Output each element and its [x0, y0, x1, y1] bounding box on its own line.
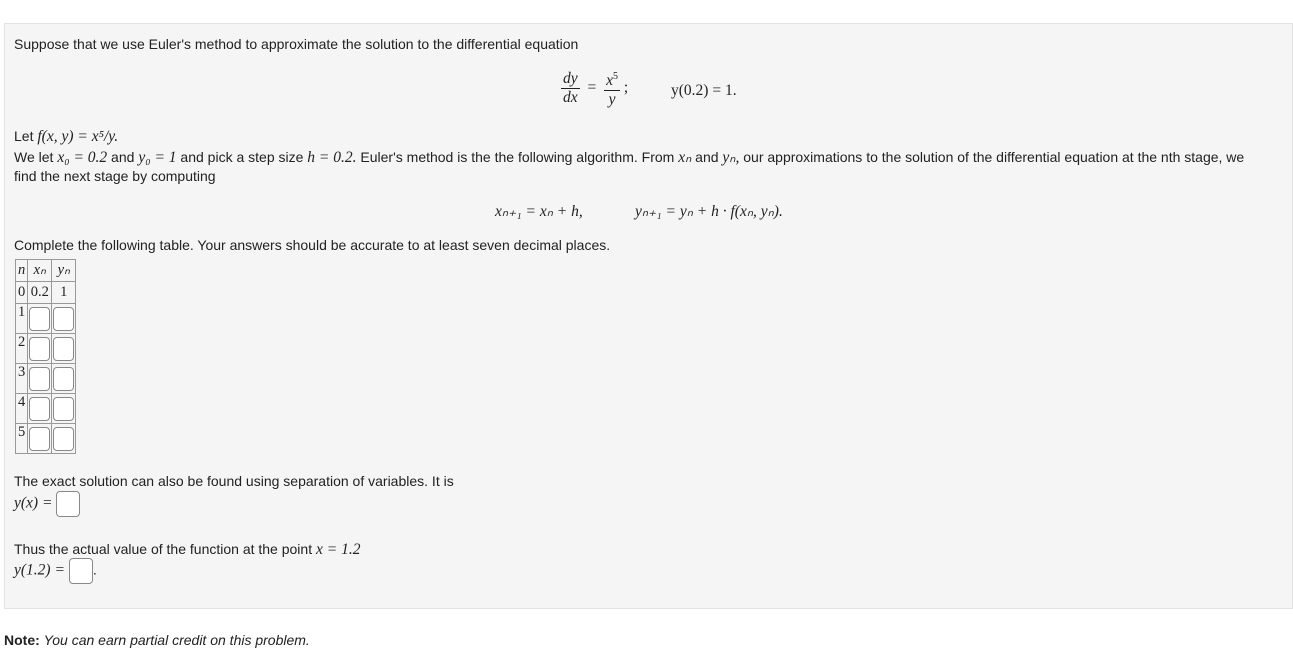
- exact-solution-row: [14, 491, 80, 517]
- function-definition: Let f(x, y) = x⁵/y.: [14, 128, 119, 145]
- header-yn: yₙ: [52, 260, 76, 282]
- x5-input[interactable]: [29, 427, 50, 451]
- ode-lhs-fraction: $\frac{dy}{dx}$: [563, 70, 578, 107]
- problem-intro: Suppose that we use Euler's method to approximate the solution to the differential equation: [14, 36, 579, 52]
- actual-value-text: Thus the actual value of the function at the point x = 1.2: [14, 541, 361, 558]
- y5-input[interactable]: [53, 427, 74, 451]
- y2-input[interactable]: [53, 337, 74, 361]
- euler-description: We let x₀ = 0.2 and y₀ = 1 and pick a step size h = 0.2. Euler's method is the the following algorithm. From xₙ and yₙ, our approximations to the solution of the differential equation at the nth stage, we: [14, 149, 1245, 166]
- euler-table: [15, 259, 76, 454]
- table-row: 2: [16, 334, 76, 364]
- x1-input[interactable]: [29, 307, 50, 331]
- problem-panel: [4, 23, 1293, 609]
- initial-condition: y(0.2) = 1.: [671, 82, 737, 99]
- table-row: 1: [16, 304, 76, 334]
- partial-credit-note: Note: You can earn partial credit on this problem.: [4, 632, 310, 648]
- header-n: n: [16, 260, 28, 282]
- ode-rhs-fraction: $\frac{x^5}{y}$: [604, 68, 620, 109]
- actual-value-row: y(1.2) = .: [14, 558, 97, 584]
- y3-input[interactable]: [53, 367, 74, 391]
- table-row: 4: [16, 394, 76, 424]
- formula-y-update: yₙ₊₁ = yₙ + h · f(xₙ, yₙ).: [635, 203, 783, 220]
- x3-input[interactable]: [29, 367, 50, 391]
- table-row: 3: [16, 364, 76, 394]
- table-header-row: [16, 260, 76, 282]
- table-instruction: Complete the following table. Your answers should be accurate to at least seven decimal places.: [14, 237, 611, 253]
- actual-value-label: y(1.2) =: [14, 561, 65, 579]
- exact-solution-label: y(x) =: [14, 494, 53, 512]
- y4-input[interactable]: [53, 397, 74, 421]
- x4-input[interactable]: [29, 397, 50, 421]
- header-xn: xₙ: [28, 260, 52, 282]
- euler-description-line2: find the next stage by computing: [14, 168, 216, 184]
- formula-x-update: xₙ₊₁ = xₙ + h,: [495, 203, 583, 220]
- actual-value-input[interactable]: [69, 558, 93, 584]
- exact-solution-text: The exact solution can also be found using separation of variables. It is: [14, 473, 454, 489]
- ode-equation: $\frac{dy}{dx}$ = $\frac{x^5}{y}$ ;: [561, 68, 628, 109]
- table-row: 5: [16, 424, 76, 454]
- exact-solution-input[interactable]: [56, 491, 80, 517]
- x2-input[interactable]: [29, 337, 50, 361]
- table-row: 0 0.2 1: [16, 282, 76, 304]
- y1-input[interactable]: [53, 307, 74, 331]
